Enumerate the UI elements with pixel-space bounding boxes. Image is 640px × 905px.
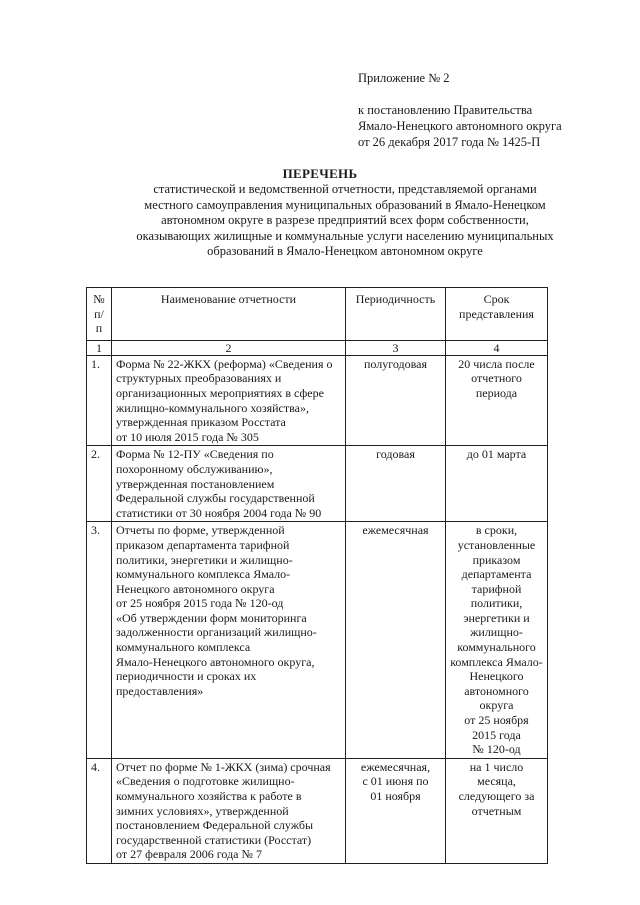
column-number: 1 (87, 340, 112, 355)
deadline-value-line: на 1 число месяца, (469, 759, 524, 789)
deadline-value-line: автономного округа (464, 683, 529, 713)
report-name-line: политики, энергетики и жилищно- (116, 552, 293, 567)
subtitle-line: образований в Ямало-Ненецком автономном округе (207, 244, 483, 258)
header-name: Наименование отчетности (112, 288, 346, 341)
periodicity-value (346, 522, 446, 759)
deadline-value-line: до 01 марта (466, 447, 527, 462)
report-name-line: коммунального комплекса (116, 640, 251, 655)
column-number-row (87, 340, 548, 355)
deadline-value-line: отчетного периода (471, 371, 522, 400)
periodicity-value (346, 355, 446, 446)
report-name-line: периодичности и сроках их (116, 669, 257, 684)
report-name-line: Ямало-Ненецкого автономного округа, (116, 654, 315, 669)
deadline-value-line: отчетным (471, 803, 522, 818)
periodicity-value-line: с 01 июня по (362, 774, 429, 789)
table-row (87, 446, 548, 522)
appendix-line: к постановлению Правительства (358, 103, 533, 117)
report-name (112, 355, 346, 446)
periodicity-value-line: полугодовая (364, 356, 427, 371)
report-name (112, 758, 346, 863)
report-name-line: утвержденная постановлением (116, 476, 275, 491)
deadline-value-line: № 120-од (472, 742, 521, 757)
subtitle-line: автономном округе в разрезе предприятий всех форм собственности, (161, 213, 529, 227)
deadline-value-line: департамента (461, 567, 532, 582)
column-number: 3 (346, 340, 446, 355)
periodicity-value-line: годовая (376, 447, 415, 462)
report-name-line: утвержденная приказом Росстата (116, 415, 286, 430)
report-name-line: Федеральной службы государственной (116, 491, 315, 506)
deadline-value-line: жилищно- (470, 625, 523, 640)
table-row (87, 355, 548, 446)
deadline-value (446, 446, 548, 522)
report-name-line: предоставления» (116, 683, 204, 698)
deadline-value-line: тарифной политики, (470, 581, 523, 611)
report-name-line: от 25 ноября 2015 года № 120-од (116, 596, 284, 611)
report-name-line: Форма № 22-ЖКХ (реформа) «Сведения о (116, 356, 333, 371)
subtitle-line: местного самоуправления муниципальных образований в Ямало-Ненецком (144, 197, 546, 212)
subtitle-line: статистической и ведомственной отчетности, представляемой органами (153, 182, 537, 196)
document-subtitle (110, 182, 580, 260)
deadline-value-line: коммунального (457, 640, 536, 655)
periodicity-value (346, 758, 446, 863)
report-name-line: постановлением Федеральной службы (116, 818, 314, 833)
periodicity-value (346, 446, 446, 522)
deadline-value-line: энергетики и (463, 610, 530, 625)
deadline-value-line: Ненецкого (469, 669, 524, 684)
row-number: 2. (87, 446, 112, 522)
report-name-line: структурных преобразованиях и (116, 371, 282, 386)
periodicity-value-line: 01 ноября (370, 789, 421, 803)
report-name (112, 522, 346, 759)
report-name-line: зимних условиях», утвержденной (116, 803, 289, 818)
deadline-value-line: установленные (457, 537, 536, 552)
deadline-value-line: следующего за (458, 789, 535, 803)
appendix-line: от 26 декабря 2017 года № 1425-П (358, 135, 541, 149)
report-name-line: «Сведения о подготовке жилищно- (116, 774, 295, 789)
appendix-line: Ямало-Ненецкого автономного округа (358, 119, 562, 133)
table-header-row (87, 288, 548, 341)
reporting-table (86, 287, 548, 864)
header-periodicity: Периодичность (346, 288, 446, 341)
report-name-line: организационных мероприятиях в сфере (116, 385, 324, 400)
deadline-value (446, 355, 548, 446)
report-name-line: жилищно-коммунального хозяйства», (116, 400, 309, 415)
deadline-value-line: комплекса Ямало- (450, 654, 543, 669)
column-number: 4 (446, 340, 548, 355)
spacer (358, 86, 562, 102)
periodicity-value-line: ежемесячная (362, 523, 429, 538)
report-name-line: задолженности организаций жилищно- (116, 625, 317, 640)
report-name (112, 446, 346, 522)
deadline-value-line: в сроки, (475, 523, 518, 538)
deadline-value (446, 758, 548, 863)
report-name-line: коммунального хозяйства к работе в (116, 789, 302, 803)
appendix-block (358, 70, 562, 150)
deadline-value-line: приказом (472, 552, 521, 567)
deadline-value-line: 20 числа после (458, 356, 535, 371)
report-name-line: Отчеты по форме, утвержденной (116, 523, 285, 538)
table-row (87, 758, 548, 863)
report-name-line: «Об утверждении форм мониторинга (116, 610, 307, 625)
report-name-line: Отчет по форме № 1-ЖКХ (зима) срочная (116, 759, 331, 774)
deadline-value (446, 522, 548, 759)
report-name-line: коммунального комплекса Ямало- (116, 567, 291, 582)
subtitle-line: оказывающих жилищные и коммунальные услуги населению муниципальных (136, 228, 554, 243)
row-number: 3. (87, 522, 112, 759)
row-number: 4. (87, 758, 112, 863)
periodicity-value-line: ежемесячная, (360, 759, 431, 774)
table-row (87, 522, 548, 759)
document-title: ПЕРЕЧЕНЬ (282, 166, 358, 181)
deadline-value-line: от 25 ноября (464, 713, 529, 728)
report-name-line: Форма № 12-ПУ «Сведения по (116, 447, 274, 462)
header-number: № п/п (87, 288, 112, 341)
report-name-line: похоронному обслуживанию», (116, 461, 273, 476)
row-number: 1. (87, 355, 112, 446)
column-number: 2 (112, 340, 346, 355)
deadline-value-line: 2015 года (472, 727, 521, 742)
report-name-line: приказом департамента тарифной (116, 537, 290, 552)
report-name-line: Ненецкого автономного округа (116, 581, 275, 596)
report-name-line: от 10 июля 2015 года № 305 (116, 429, 259, 444)
report-name-line: от 27 февраля 2006 года № 7 (116, 847, 262, 862)
table-body (87, 355, 548, 863)
report-name-line: статистики от 30 ноября 2004 года № 90 (116, 505, 322, 520)
appendix-label: Приложение № 2 (358, 71, 450, 85)
report-name-line: государственной статистики (Росстат) (116, 832, 312, 847)
header-deadline: Срок представления (446, 288, 548, 341)
